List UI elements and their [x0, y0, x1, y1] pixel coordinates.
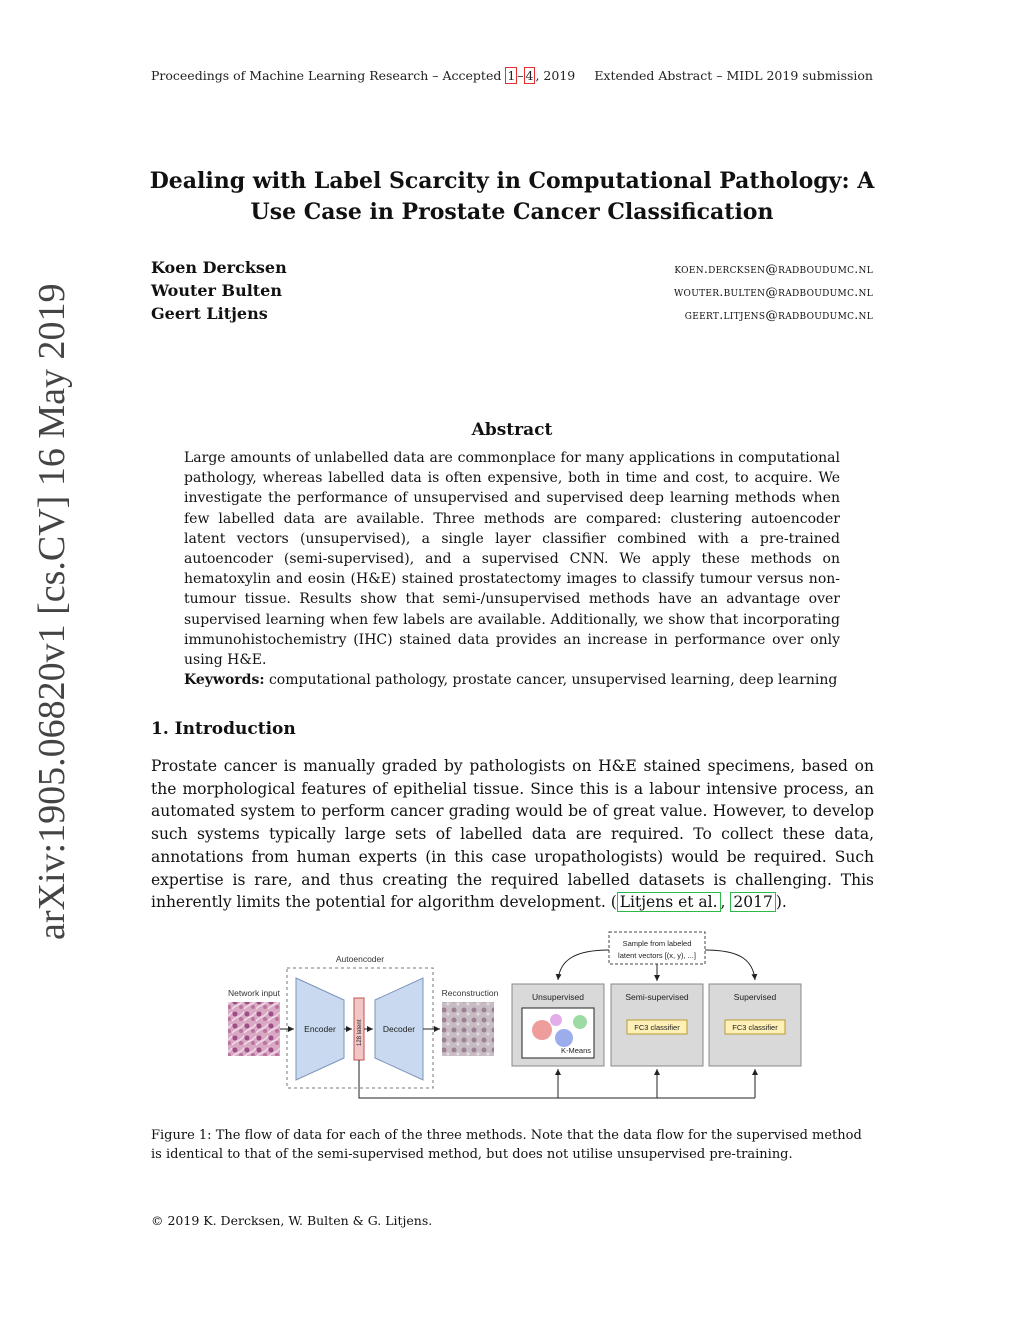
abstract-body: [184, 448, 840, 690]
abstract-heading: Abstract: [471, 420, 553, 440]
keywords-text: computational pathology, prostate cancer, unsupervised learning, deep learning: [268, 672, 838, 689]
semi-supervised-label: Semi-supervised: [625, 992, 689, 1002]
citation-link-litjens[interactable]: Litjens et al.: [617, 892, 721, 912]
fc3-label-semi: FC3 classifier: [634, 1023, 680, 1032]
author-name: Geert Litjens: [151, 304, 268, 323]
running-header-right: Extended Abstract – MIDL 2019 submission: [594, 68, 873, 83]
author-name: Wouter Bulten: [151, 281, 282, 300]
kmeans-cluster: [555, 1029, 573, 1047]
arxiv-sidebar-stamp: arXiv:1905.06820v1 [cs.CV] 16 May 2019: [31, 283, 73, 940]
kmeans-cluster: [573, 1015, 587, 1029]
paper-title: Dealing with Label Scarcity in Computational Pathology: A Use Case in Prostate Cancer Classification: [149, 168, 875, 225]
sample-line-1: Sample from labeled: [622, 939, 692, 948]
network-input-label: Network input: [228, 988, 280, 998]
decoder-label: Decoder: [382, 1024, 416, 1034]
supervised-label: Supervised: [733, 992, 777, 1002]
reconstruction-image: [442, 1002, 494, 1056]
encoder-label: Encoder: [304, 1024, 336, 1034]
section-heading-introduction: 1. Introduction: [151, 719, 296, 739]
citation-link-2017[interactable]: 2017: [730, 892, 775, 912]
figure-data-flow: [220, 926, 820, 1116]
latent-label: 128 latent: [357, 1019, 363, 1046]
keywords: [184, 670, 840, 690]
author-email[interactable]: geert.litjens@radboudumc.nl: [684, 307, 873, 322]
author-email[interactable]: wouter.bulten@radboudumc.nl: [674, 284, 873, 299]
fc3-label-sup: FC3 classifier: [732, 1023, 778, 1032]
figure-caption: Figure 1: The flow of data for each of the three methods. Note that the data flow for the supervised method is identical to that of the semi-supervised method, but does not utilise unsupervised pre-training.: [151, 1128, 862, 1162]
running-header-left: Proceedings of Machine Learning Research – Accepted 1 – 4 , 2019: [151, 68, 576, 83]
citation-link-1[interactable]: 1: [507, 68, 516, 83]
kmeans-cluster: [532, 1020, 552, 1040]
citation-link-4[interactable]: 4: [525, 68, 534, 83]
copyright-notice: [151, 1213, 432, 1228]
sample-line-2: latent vectors [(x, y), ...]: [618, 951, 696, 960]
input-tissue-image: [228, 1002, 280, 1056]
introduction-paragraph: Prostate cancer is manually graded by pathologists on H&E stained specimens, based on the morphological features of epithelial tissue. Since this is a labour intensive process, an automated system to perform cancer grading would be of great value. However, to develop such systems typically large sets of labelled data are required. To collect these data, annotations from human experts (in this case uropathologists) would be required. Such expertise is rare, and thus creating the required labelled datasets is challenging. This inherently limits the potential for algorithm development. ( Litjens et al. , 2017 ).: [151, 757, 874, 912]
author-email[interactable]: koen.dercksen@radboudumc.nl: [674, 261, 873, 276]
keywords-label: Keywords:: [184, 672, 265, 689]
copyright-text: 2019 K. Dercksen, W. Bulten & G. Litjens.: [167, 1213, 433, 1228]
copyright-symbol: ©: [151, 1213, 164, 1228]
kmeans-cluster: [550, 1014, 562, 1026]
autoencoder-label: Autoencoder: [335, 954, 385, 964]
abstract-text: Large amounts of unlabelled data are commonplace for many applications in computational pathology, whereas labelled data is often expensive, both in time and cost, to acquire. We investigate the performance of unsupervised and supervised deep learning methods when few labelled data are available. Three methods are compared: clustering autoencoder latent vectors (unsupervised), a single layer classifier combined with a pre-trained autoencoder (semi-supervised), and a supervised CNN. We apply these methods on hematoxylin and eosin (H&E) stained prostatectomy images to classify tumour versus non-tumour tissue. Results show that semi-/unsupervised methods have an advantage over supervised learning when few labels are available. Additionally, we show that incorporating immunohistochemistry (IHC) stained data provides an increase in performance over only using H&E.: [184, 450, 840, 669]
unsupervised-label: Unsupervised: [532, 992, 584, 1002]
reconstruction-label: Reconstruction: [441, 988, 499, 998]
kmeans-label: K-Means: [560, 1046, 592, 1055]
author-name: Koen Dercksen: [151, 258, 287, 277]
